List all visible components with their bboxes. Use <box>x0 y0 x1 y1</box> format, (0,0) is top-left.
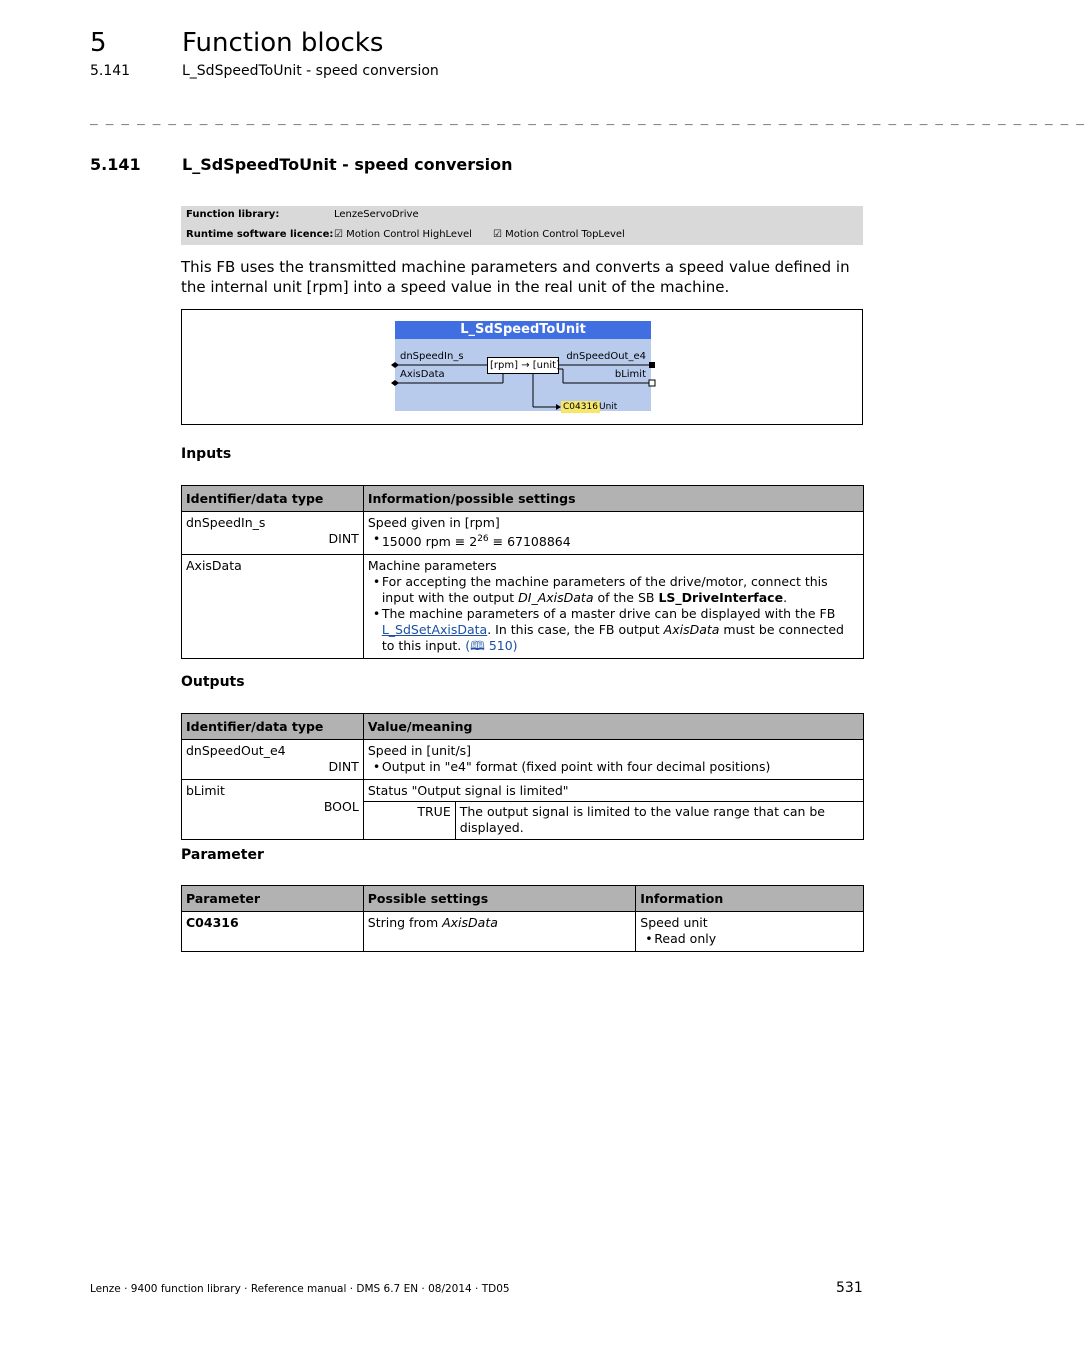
input-info: Machine parameters <box>367 558 497 574</box>
parameter-setting: String from AxisData <box>363 912 636 952</box>
output-value-meaning: The output signal is limited to the value range that can be displayed. <box>455 802 863 840</box>
conv-from: [rpm] <box>490 360 519 371</box>
parameter-bullet: • Read only <box>640 931 859 947</box>
table-row <box>182 912 864 952</box>
column-header: Information <box>636 886 864 912</box>
parameter-heading: Parameter <box>181 847 264 863</box>
input-bullet: • For accepting the machine parameters of the drive/motor, connect this input with the output DI_AxisData of the SB LS_DriveInterface. <box>368 574 859 606</box>
library-value: LenzeServoDrive <box>334 209 419 220</box>
column-header: Identifier/data type <box>182 486 364 512</box>
output-identifier: dnSpeedOut_e4 <box>186 743 286 758</box>
column-header: Possible settings <box>363 886 636 912</box>
header-section-number: 5.141 <box>90 63 131 79</box>
chapter-title: Function blocks <box>182 28 384 58</box>
input-identifier: dnSpeedIn_s <box>186 515 266 530</box>
fb-body <box>395 339 651 411</box>
section-title: L_SdSpeedToUnit - speed conversion <box>182 155 513 174</box>
table-row <box>182 780 864 802</box>
column-header: Parameter <box>182 886 364 912</box>
input-identifier: AxisData <box>186 558 242 574</box>
library-label: Function library: <box>186 209 280 220</box>
table-header-row <box>182 486 864 512</box>
table-row <box>182 740 864 780</box>
outputs-heading: Outputs <box>181 674 245 690</box>
fb-output-blimit: bLimit <box>614 369 646 380</box>
page-number: 531 <box>836 1280 863 1296</box>
table-row <box>182 555 864 659</box>
input-info: Speed given in [rpm] <box>367 515 500 530</box>
fb-parameter-code: C04316 <box>563 402 598 412</box>
fb-parameter-label: Unit <box>599 402 618 412</box>
fb-input-dnspeedin: dnSpeedIn_s <box>400 351 464 362</box>
inputs-heading: Inputs <box>181 446 232 462</box>
section-number: 5.141 <box>90 155 141 174</box>
fb-output-dnspeedout: dnSpeedOut_e4 <box>566 351 646 362</box>
input-bullet: • The machine parameters of a master drive can be displayed with the FB L_SdSetAxisData. In this case, the FB output AxisData must be connected to this input. (🕮 510) <box>368 606 859 654</box>
parameter-info: Speed unit <box>640 915 708 930</box>
footer-text: Lenze · 9400 function library · Reference manual · DMS 6.7 EN · 08/2014 · TD05 <box>90 1283 510 1295</box>
table-header-row <box>182 886 864 912</box>
parameter-code: C04316 <box>182 912 364 952</box>
chapter-number: 5 <box>90 28 107 58</box>
outputs-table <box>181 713 864 840</box>
input-bullet: • 15000 rpm ≡ $2^{26} \equiv 67108864$ <box>368 531 859 550</box>
licence-toplevel: ☑ Motion Control TopLevel <box>493 229 625 240</box>
licence-highlevel: ☑ Motion Control HighLevel <box>334 229 472 240</box>
input-data-type: DINT <box>328 531 359 546</box>
arrow-right-icon: → <box>521 360 530 371</box>
fb-title: L_SdSpeedToUnit <box>395 321 651 339</box>
output-value-key: TRUE <box>363 802 455 840</box>
output-info: Speed in [unit/s] <box>367 743 472 758</box>
output-info: Status "Output signal is limited" <box>367 783 569 798</box>
column-header: Value/meaning <box>363 714 863 740</box>
output-data-type: DINT <box>328 759 359 774</box>
intro-paragraph: This FB uses the transmitted machine parameters and converts a speed value defined in the internal unit [rpm] into a speed value in the real unit of the machine. <box>181 258 850 296</box>
output-identifier: bLimit <box>186 783 225 798</box>
library-info-box <box>181 206 863 245</box>
function-block-diagram <box>181 309 863 425</box>
table-header-row <box>182 714 864 740</box>
conv-to: [unit] <box>532 360 560 371</box>
column-header: Information/possible settings <box>363 486 863 512</box>
inputs-table <box>181 485 864 659</box>
output-data-type: BOOL <box>323 799 359 814</box>
output-bullet: • Output in "e4" format (fixed point with four decimal positions) <box>368 759 859 775</box>
column-header: Identifier/data type <box>182 714 364 740</box>
fb-input-axisdata: AxisData <box>400 369 445 380</box>
header-section-title: L_SdSpeedToUnit - speed conversion <box>182 63 439 79</box>
link-l-sdsetaxisdata[interactable]: L_SdSetAxisData <box>381 622 488 638</box>
licence-label: Runtime software licence: <box>186 229 334 240</box>
page-reference-link[interactable]: (🕮 510) <box>465 638 518 654</box>
header-separator: _ _ _ _ _ _ _ _ _ _ _ _ _ _ _ _ _ _ _ _ _ _ _ _ _ _ _ _ _ _ _ _ _ _ _ _ _ _ _ _ _ _ _ _ _ _ _ _ _ _ _ _ _ _ _ _ _ _ _ _ _ _ _ _ <box>90 111 1084 126</box>
table-row <box>182 512 864 555</box>
parameter-table <box>181 885 864 952</box>
